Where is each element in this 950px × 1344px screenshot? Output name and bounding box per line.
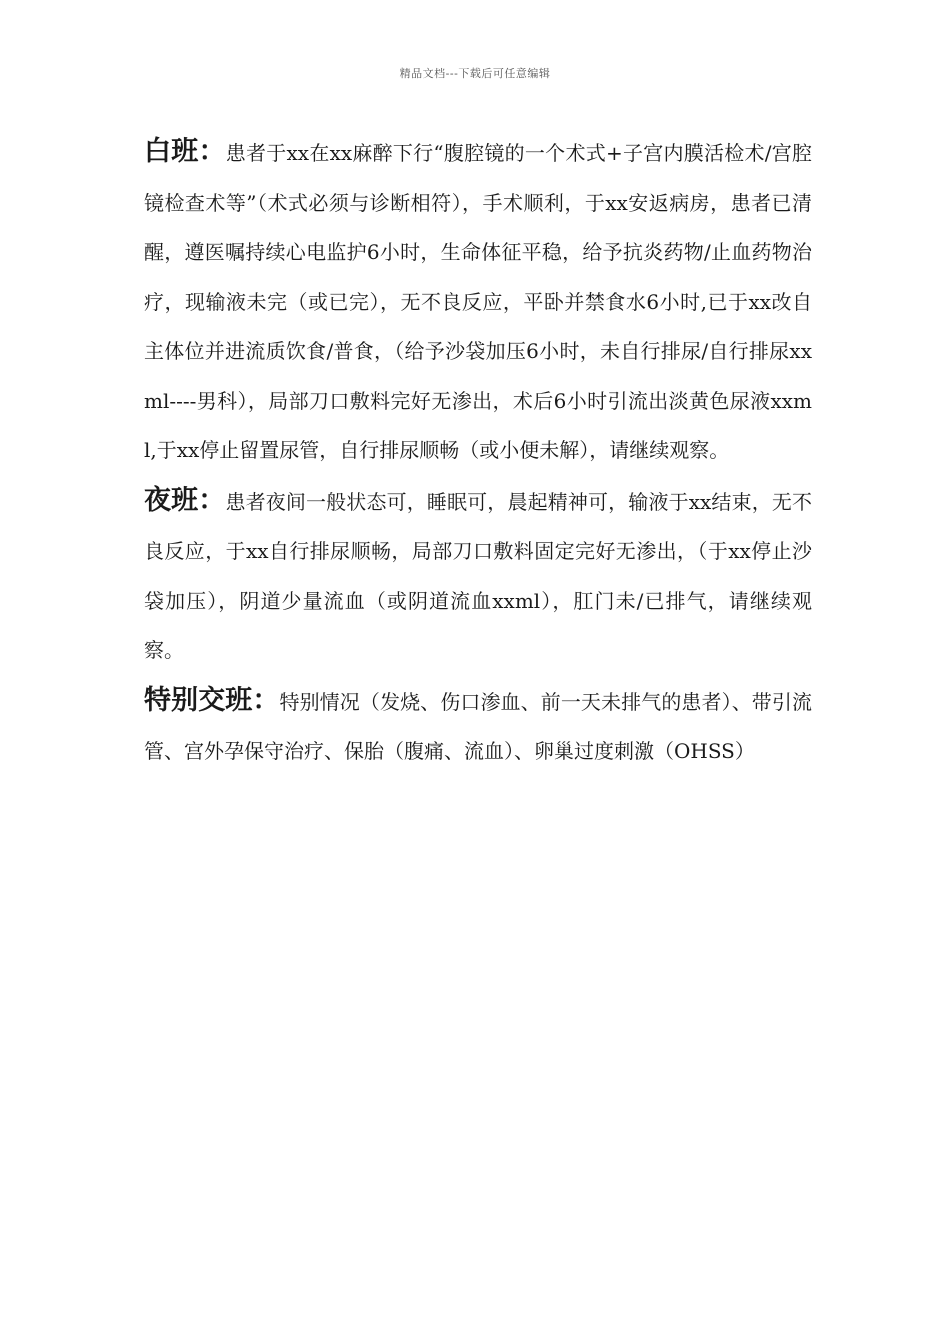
page-header: 精品文档---下载后可任意编辑 [399, 67, 551, 80]
special-handover-text: 特别情况（发烧、伤口渗血、前一天未排气的患者）、带引流管、宫外孕保守治疗、保胎（腹痛、流血）、卵巢过度刺激（OHSS） [144, 689, 813, 763]
day-shift-text: 患者于xx在xx麻醉下行“腹腔镜的一个术式+子宫内膜活检术/宫腔镜检查术等”（术式必须与诊断相符），手术顺利，于xx安返病房，患者已清醒，遵医嘱持续心电监护6小时，生命体征平稳，给予抗炎药物/止血药物治疗，现输液未完（或已完），无不良反应，平卧并禁食水6小时,已于xx改自主体位并进流质饮食/普食，（给予沙袋加压6小时，未自行排尿/自行排尿xxml----男科），局部刀口敷料完好无渗出，术后6小时引流出淡黄色尿液xxml,于xx停止留置尿管，自行排尿顺畅（或小便未解），请继续观察。 [144, 141, 812, 462]
day-shift-label: 白班： [144, 136, 226, 167]
special-handover-label: 特别交班： [144, 684, 280, 716]
day-shift-section [144, 127, 812, 476]
night-shift-text: 患者夜间一般状态可，睡眠可，晨起精神可，输液于xx结束，无不良反应，于xx自行排尿顺畅，局部刀口敷料固定完好无渗出，（于xx停止沙袋加压），阴道少量流血（或阴道流血xxml），肛门未/已排气，请继续观察。 [144, 489, 813, 662]
document-body [144, 127, 812, 777]
night-shift-section [144, 476, 812, 676]
night-shift-label: 夜班： [144, 484, 226, 516]
special-handover-section [144, 676, 812, 777]
